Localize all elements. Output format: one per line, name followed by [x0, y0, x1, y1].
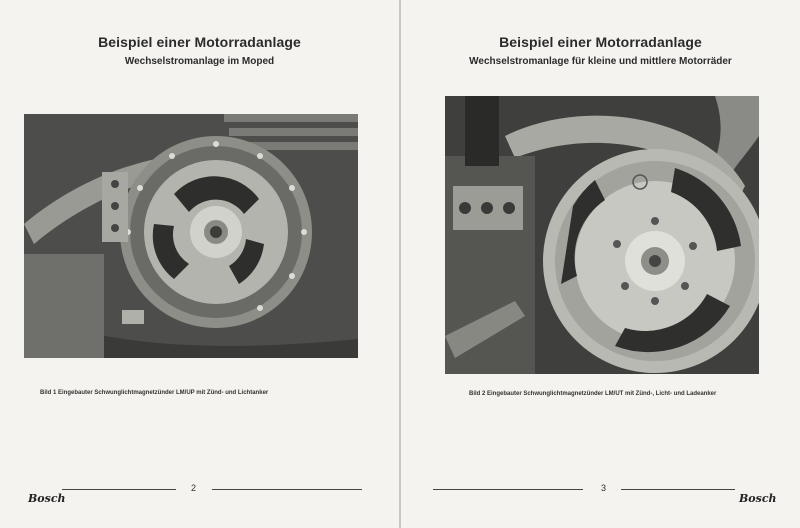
figure-caption: Bild 1 Eingebauter Schwunglichtmagnetzünder LM/UP mit Zünd- und Lichtanker	[40, 390, 269, 396]
right-page	[401, 0, 800, 528]
figure-caption: Bild 2 Eingebauter Schwunglichtmagnetzünder LM/UT mit Zünd-, Licht- und Ladeanker	[469, 391, 717, 397]
magneto-photo-moped	[24, 114, 358, 358]
page-subtitle: Wechselstromanlage für kleine und mittlere Motorräder	[469, 56, 732, 67]
footer-rule-right	[212, 489, 362, 490]
bosch-logo: Bosch	[28, 492, 66, 505]
page-number: 3	[601, 483, 607, 493]
page-number: 2	[191, 483, 197, 493]
bosch-logo: Bosch	[739, 492, 777, 505]
magneto-photo-motorcycle	[445, 96, 759, 374]
page-title: Beispiel einer Motorradanlage	[98, 34, 301, 50]
footer-rule-left	[433, 489, 583, 490]
left-page	[0, 0, 399, 528]
footer-rule-left	[62, 489, 176, 490]
page-subtitle: Wechselstromanlage im Moped	[124, 56, 275, 67]
page-title: Beispiel einer Motorradanlage	[499, 34, 702, 50]
footer-rule-right	[621, 489, 735, 490]
